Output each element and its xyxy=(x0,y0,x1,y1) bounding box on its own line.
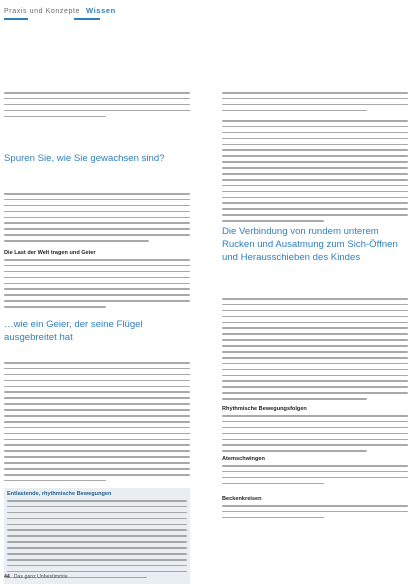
header-category: Wissen xyxy=(86,6,116,15)
left-column xyxy=(4,0,190,585)
section-heading-3: Die Verbindung von rundem unterem Rucken und Ausatmung zum Sich-Öffnen und Herausschieben des Kindes xyxy=(222,226,398,263)
footer-text: Das ganz Unbestimmte xyxy=(13,574,68,580)
body-paragraph-right-2 xyxy=(222,298,408,404)
body-paragraph-1 xyxy=(4,193,190,246)
body-paragraph-2 xyxy=(4,362,190,486)
subsection-beckenkreisen xyxy=(222,496,408,523)
page-number: 44 xyxy=(4,574,10,580)
subhead-beckenkreisen: Beckenkreisen xyxy=(222,496,262,502)
section-heading-2: …wie ein Geier, der seine Flügel ausgebreitet hat xyxy=(4,319,143,343)
body-paragraph-right-intro xyxy=(222,92,408,116)
body-paragraph-intro xyxy=(4,92,190,121)
info-box xyxy=(4,488,190,584)
header-section: Praxis und Konzepte xyxy=(4,8,80,15)
subsection-rhythmische-folgen xyxy=(222,406,408,456)
subhead-rhythmische-folgen: Rhythmische Bewegungsfolgen xyxy=(222,406,307,412)
subhead-rhythmisch: Entlastende, rhythmische Bewegungen xyxy=(7,491,112,497)
subhead-atemschwingen: Atemschwingen xyxy=(222,456,265,462)
page-footer xyxy=(4,574,68,580)
section-heading-1: Spuren Sie, wie Sie gewachsen sind? xyxy=(4,153,165,164)
subhead-last-der-welt: Die Last der Welt tragen und Geier xyxy=(4,250,96,256)
subsection-atemschwingen xyxy=(222,456,408,489)
right-column xyxy=(222,0,408,585)
body-paragraph-right-1 xyxy=(222,120,408,226)
subsection-geier xyxy=(4,250,190,312)
